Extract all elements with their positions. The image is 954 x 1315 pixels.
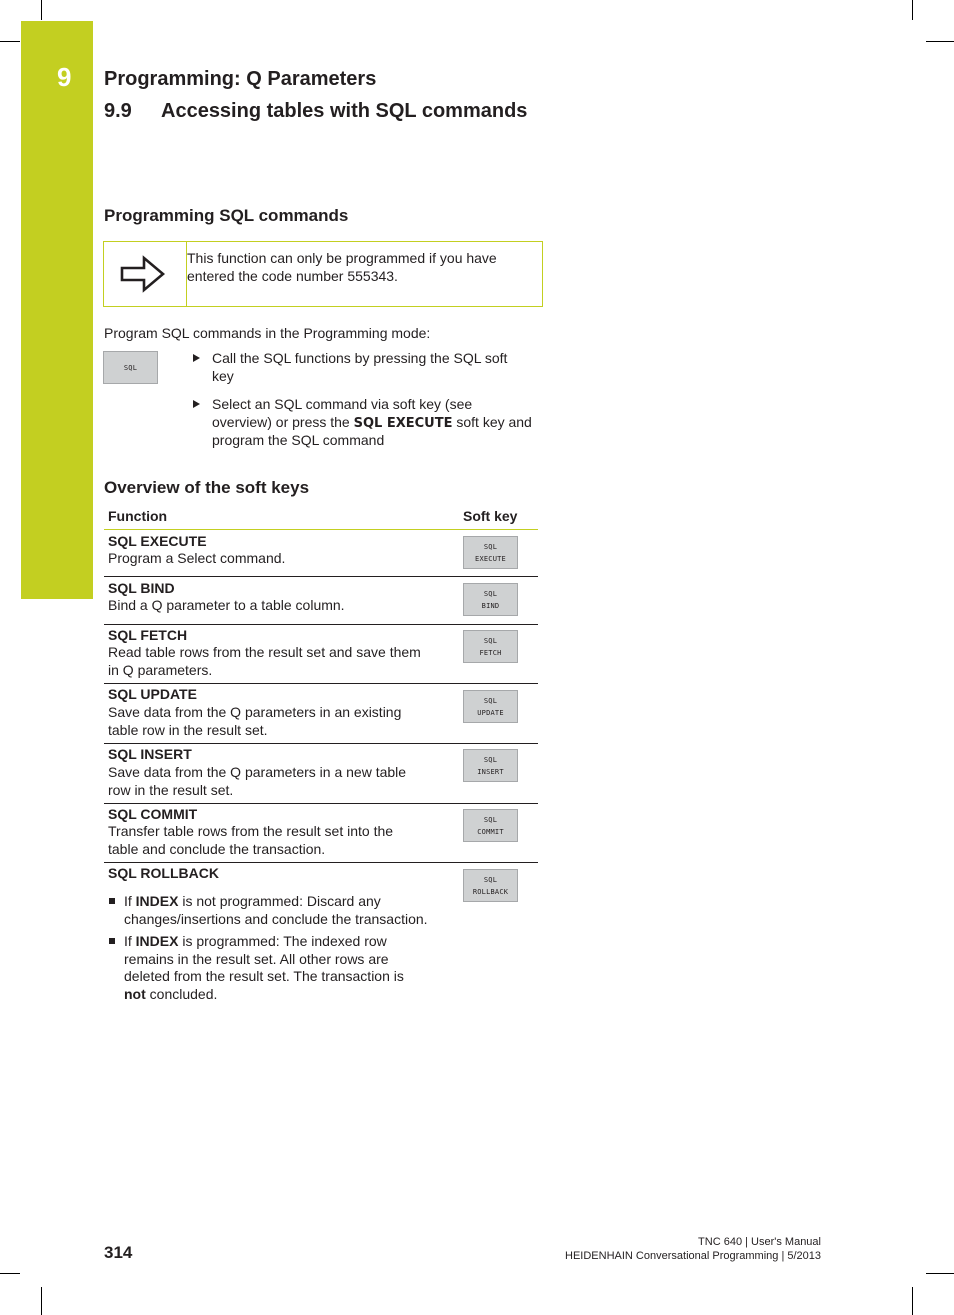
table-row-rule <box>104 743 538 744</box>
bullet-keyword: not <box>124 985 146 1002</box>
table-row-rule <box>104 803 538 804</box>
heading-overview: Overview of the soft keys <box>104 478 310 497</box>
bullet-line: remains in the result set. All other rows are <box>124 950 389 967</box>
row-title: SQL EXECUTE <box>108 533 207 549</box>
row-description <box>108 550 448 568</box>
table-header-rule <box>104 529 538 530</box>
crop-mark <box>0 41 20 42</box>
bullet-line <box>124 986 454 1004</box>
softkey-label: UPDATE <box>477 708 504 717</box>
bullet-line <box>124 933 454 951</box>
note-line: entered the code number 555343. <box>187 267 398 284</box>
sql-update-softkey <box>463 690 518 723</box>
step-keyword: SQL EXECUTE <box>353 415 453 431</box>
bullet-text: If <box>124 893 136 909</box>
softkey-label: SQL <box>123 363 138 372</box>
step-line <box>212 414 532 433</box>
sql-softkey <box>103 351 158 384</box>
softkey-label: ROLLBACK <box>472 887 509 896</box>
crop-mark <box>912 1287 913 1315</box>
softkey-label: COMMIT <box>477 827 504 836</box>
sql-bind-softkey <box>463 583 518 616</box>
row-description <box>108 597 448 615</box>
footer-line: HEIDENHAIN Conversational Programming | 5/2013 <box>565 1250 821 1262</box>
sql-execute-softkey <box>463 536 518 569</box>
note-line: This function can only be programmed if you have <box>187 250 497 266</box>
softkey-label: BIND <box>481 601 500 610</box>
crop-mark <box>41 0 42 20</box>
footer-info <box>565 1235 821 1263</box>
arrow-right-icon <box>120 252 166 296</box>
row-desc-line: Save data from the Q parameters in a new table <box>108 764 407 780</box>
step-line: Select an SQL command via soft key (see <box>212 396 473 412</box>
step-bullet-icon <box>193 400 200 408</box>
step-1 <box>212 350 507 385</box>
step-2 <box>212 396 532 450</box>
heading-programming-sql: Programming SQL commands <box>104 206 349 225</box>
row-desc-line: Bind a Q parameter to a table column. <box>108 597 345 613</box>
bullet-keyword: INDEX <box>135 893 179 909</box>
softkey-label: SQL <box>483 875 498 884</box>
softkey-label: INSERT <box>477 767 504 776</box>
section-title: Accessing tables with SQL commands <box>161 100 528 122</box>
crop-mark <box>912 0 913 20</box>
softkey-label: SQL <box>483 542 498 551</box>
row-desc-line: Save data from the Q parameters in an existing <box>108 704 402 720</box>
bullet-line <box>124 893 454 911</box>
row-title: SQL ROLLBACK <box>108 865 219 881</box>
row-desc-line: row in the result set. <box>108 781 234 798</box>
row-desc-line: Program a Select command. <box>108 550 286 566</box>
softkey-label: SQL <box>483 696 498 705</box>
step-line: program the SQL command <box>212 432 385 448</box>
step-text: overview) or press the <box>212 413 354 430</box>
softkey-label: SQL <box>483 589 498 598</box>
row-desc-line: table row in the result set. <box>108 721 268 738</box>
chapter-title: Programming: Q Parameters <box>104 68 377 90</box>
sql-insert-softkey <box>463 749 518 782</box>
section-number: 9.9 <box>104 100 132 122</box>
note-text <box>187 250 537 285</box>
bullet-text: If <box>124 933 136 949</box>
step-text: soft key and <box>452 413 532 430</box>
bullet-text: concluded. <box>145 985 218 1002</box>
softkey-label: SQL <box>483 755 498 764</box>
row-description <box>108 764 448 799</box>
bullet-text: is programmed: The indexed row <box>178 933 387 949</box>
row-desc-line: Read table rows from the result set and save them <box>108 644 421 660</box>
table-row-rule <box>104 862 538 863</box>
bullet-keyword: INDEX <box>135 933 179 949</box>
rollback-bullet-1 <box>124 893 454 928</box>
rollback-bullet-2 <box>124 933 454 1003</box>
table-header-function: Function <box>108 508 168 524</box>
row-title: SQL FETCH <box>108 627 188 643</box>
softkey-label: SQL <box>483 815 498 824</box>
softkey-label: EXECUTE <box>475 554 506 563</box>
row-desc-line: in Q parameters. <box>108 661 213 678</box>
bullet-line: changes/insertions and conclude the transaction. <box>124 910 428 927</box>
row-description <box>108 644 448 679</box>
sql-fetch-softkey <box>463 630 518 663</box>
square-bullet-icon <box>109 938 115 944</box>
step-line: Call the SQL functions by pressing the SQL soft <box>212 350 508 366</box>
row-desc-line: Transfer table rows from the result set into the <box>108 823 394 839</box>
table-header-softkey: Soft key <box>463 508 518 524</box>
page-number: 314 <box>104 1243 133 1262</box>
crop-mark <box>41 1287 42 1315</box>
row-title: SQL UPDATE <box>108 686 197 702</box>
sql-rollback-softkey <box>463 869 518 902</box>
crop-mark <box>0 1273 20 1274</box>
bullet-text: is not programmed: Discard any <box>178 893 381 909</box>
row-description <box>108 704 448 739</box>
row-title: SQL BIND <box>108 580 175 596</box>
table-row-rule <box>104 624 538 625</box>
intro-text: Program SQL commands in the Programming mode: <box>104 325 431 341</box>
softkey-label: SQL <box>483 636 498 645</box>
crop-mark <box>926 1273 954 1274</box>
bullet-line: deleted from the result set. The transaction is <box>124 968 404 984</box>
chapter-number: 9 <box>57 62 72 92</box>
step-bullet-icon <box>193 354 200 362</box>
square-bullet-icon <box>109 898 115 904</box>
row-desc-line: table and conclude the transaction. <box>108 840 326 857</box>
chapter-side-band <box>21 21 93 599</box>
table-row-rule <box>104 683 538 684</box>
row-title: SQL COMMIT <box>108 806 198 822</box>
row-description <box>108 823 448 858</box>
footer-line: TNC 640 | User's Manual <box>698 1236 821 1248</box>
sql-commit-softkey <box>463 809 518 842</box>
note-box <box>103 241 543 307</box>
crop-mark <box>926 41 954 42</box>
step-line: key <box>212 367 234 384</box>
row-title: SQL INSERT <box>108 746 192 762</box>
table-row-rule <box>104 576 538 577</box>
softkey-label: FETCH <box>479 648 502 657</box>
